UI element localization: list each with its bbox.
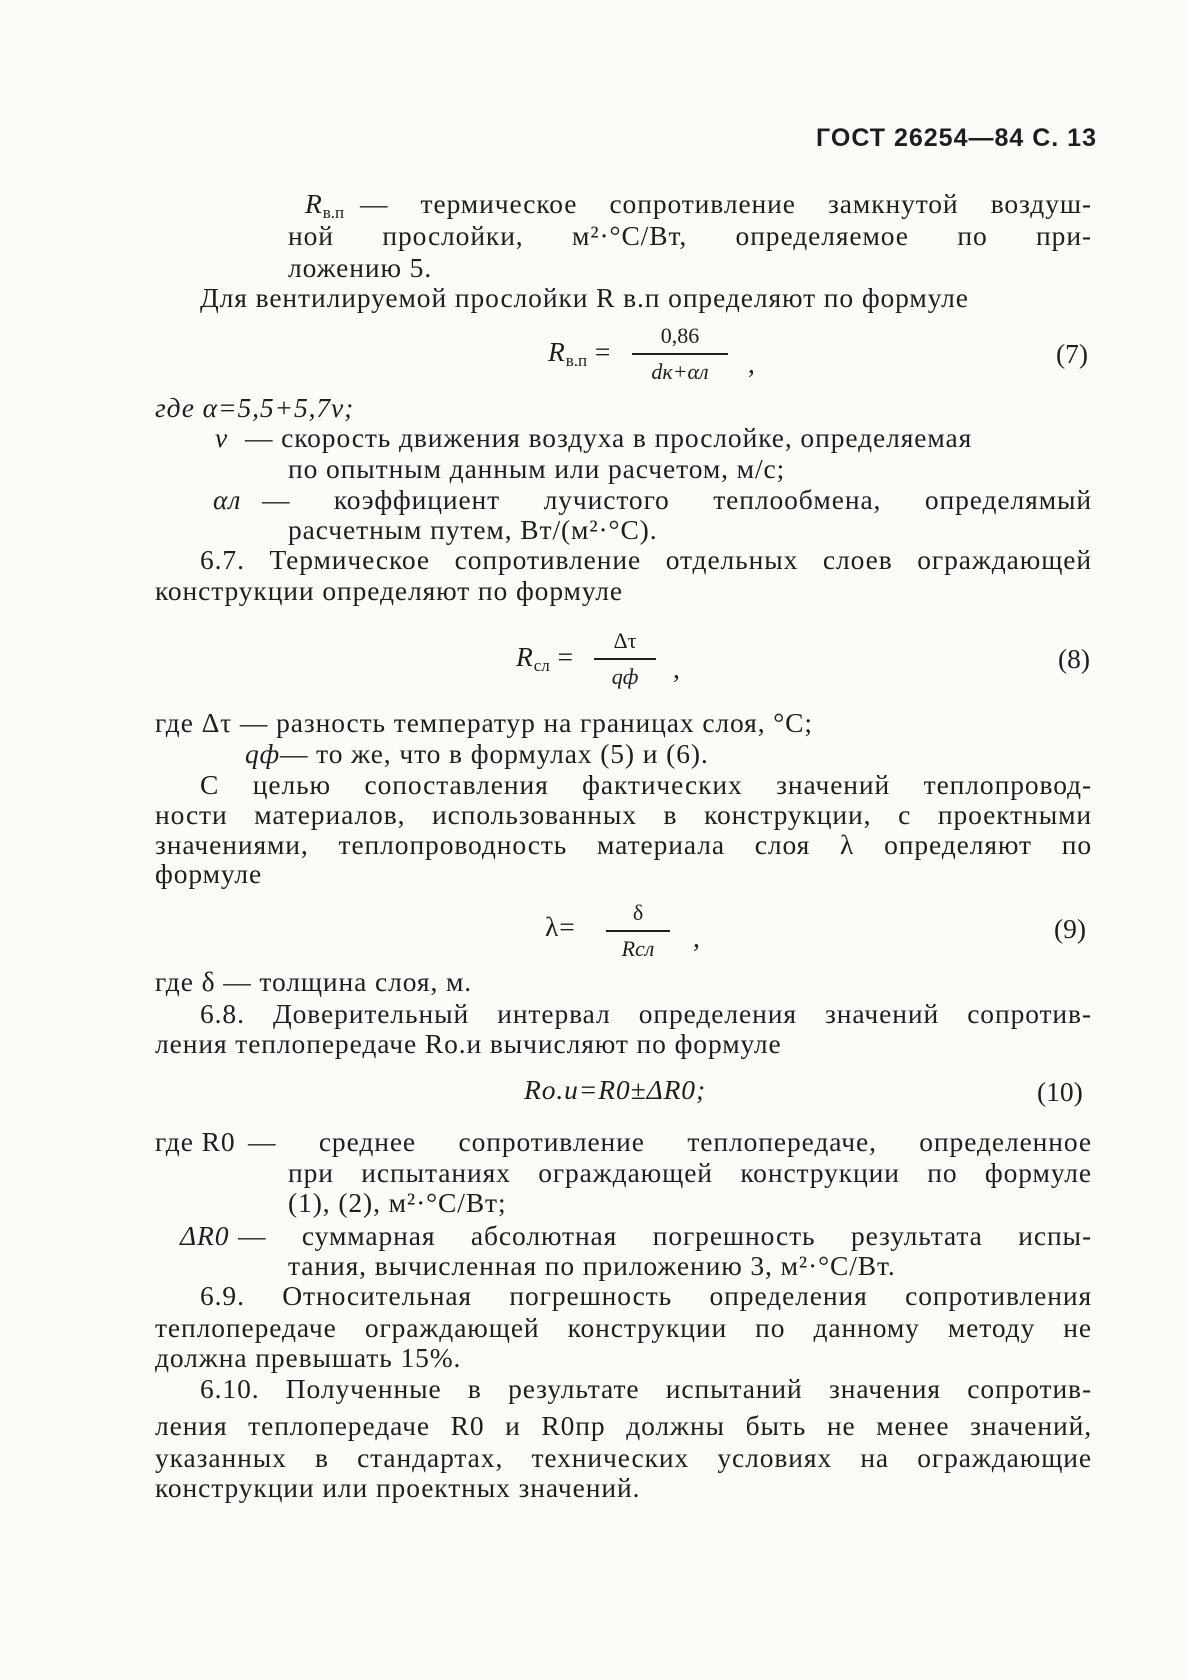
plambda-line2: ности материалов, использованных в конструкции, с проектными: [155, 799, 1092, 830]
formula8-fraction: Δτ qф: [594, 628, 656, 690]
formula8-number: (8): [1058, 643, 1091, 674]
p68-line2: ления теплопередаче Rо.и вычисляют по формуле: [155, 1028, 782, 1059]
formula10-number: (10): [1037, 1076, 1083, 1107]
p67-line2: конструкции определяют по формуле: [155, 575, 624, 606]
qf-symbol: qф: [245, 738, 281, 769]
qf-def: — то же, что в формулах (5) и (6).: [280, 738, 709, 769]
p610-line3: указанных в стандартах, технических условиях на ограждающие: [155, 1442, 1092, 1473]
al-def-line1: — коэффициент лучистого теплообмена, определямый: [262, 484, 1092, 515]
r0-lead: где R0: [155, 1126, 236, 1157]
formula7-comma: ,: [748, 348, 756, 379]
dr0-def-line1: — суммарная абсолютная погрешность результата испы-: [238, 1220, 1092, 1251]
p68-line1: 6.8. Доверительный интервал определения значений сопротив-: [200, 998, 1092, 1029]
r0-def-line2: при испытаниях ограждающей конструкции по формуле: [288, 1157, 1092, 1188]
rvp-def-line1: — термическое сопротивление замкнутой воздуш-: [360, 188, 1092, 219]
formula10: Rо.и=R0±ΔR0;: [524, 1074, 707, 1105]
dt-def: где Δτ — разность температур на границах слоя, °С;: [155, 707, 813, 738]
al-def-line2: расчетным путем, Вт/(м²·°С).: [288, 514, 658, 545]
al-symbol: αл: [213, 484, 242, 515]
r0-def-line3: (1), (2), м²·°С/Вт;: [288, 1187, 507, 1218]
dr0-symbol: ΔR0: [180, 1220, 230, 1251]
rvp-symbol: $R_{в.п}$: [305, 188, 345, 222]
rvp-def-line2: ной прослойки, м²·°С/Вт, определяемое по при-: [288, 220, 1092, 251]
formula8-comma: ,: [673, 653, 681, 684]
rvp-def-line3: ложению 5.: [288, 252, 433, 283]
formula9-comma: ,: [693, 922, 701, 953]
formula9-fraction: δ Rсл: [606, 900, 670, 962]
formula7-fraction: 0,86 dк+αл: [632, 323, 728, 385]
plambda-line4: формуле: [155, 858, 263, 889]
formula7-number: (7): [1056, 338, 1089, 369]
page-header: ГОСТ 26254—84 С. 13: [816, 124, 1097, 152]
r0-def-line1: — среднее сопротивление теплопередаче, определенное: [248, 1126, 1092, 1157]
alpha-def: где α=5,5+5,7v;: [155, 392, 355, 423]
vent-intro: Для вентилируемой прослойки R в.п определяют по формуле: [200, 282, 969, 313]
dr0-def-line2: тания, вычисленная по приложению 3, м²·°С/Вт.: [288, 1250, 896, 1281]
formula9-number: (9): [1054, 913, 1087, 944]
formula9-lhs: λ=: [545, 911, 576, 942]
v-def-line1: — скорость движения воздуха в прослойке, определяемая: [245, 422, 973, 453]
formula7-lhs: $R_{в.п}$ =: [548, 336, 612, 370]
p610-line1: 6.10. Полученные в результате испытаний значения сопротив-: [200, 1373, 1092, 1404]
plambda-line3: значениями, теплопроводность материала слоя λ определяют по: [155, 829, 1092, 860]
delta-def: где δ — толщина слоя, м.: [155, 966, 473, 997]
plambda-line1: С целью сопоставления фактических значений теплопровод-: [200, 769, 1092, 800]
p69-line1: 6.9. Относительная погрешность определения сопротивления: [200, 1280, 1092, 1311]
v-def-line2: по опытным данным или расчетом, м/с;: [288, 453, 786, 484]
p610-line2: ления теплопередаче R0 и R0пр должны быть не менее значений,: [155, 1410, 1092, 1441]
v-symbol: v: [215, 422, 229, 453]
formula8-lhs: $R_{сл}$ =: [516, 641, 574, 675]
p69-line3: должна превышать 15%.: [155, 1342, 462, 1373]
p610-line4: конструкции или проектных значений.: [155, 1472, 641, 1503]
p67-line1: 6.7. Термическое сопротивление отдельных слоев ограждающей: [200, 544, 1092, 575]
p69-line2: теплопередаче ограждающей конструкции по данному методу не: [155, 1312, 1092, 1343]
